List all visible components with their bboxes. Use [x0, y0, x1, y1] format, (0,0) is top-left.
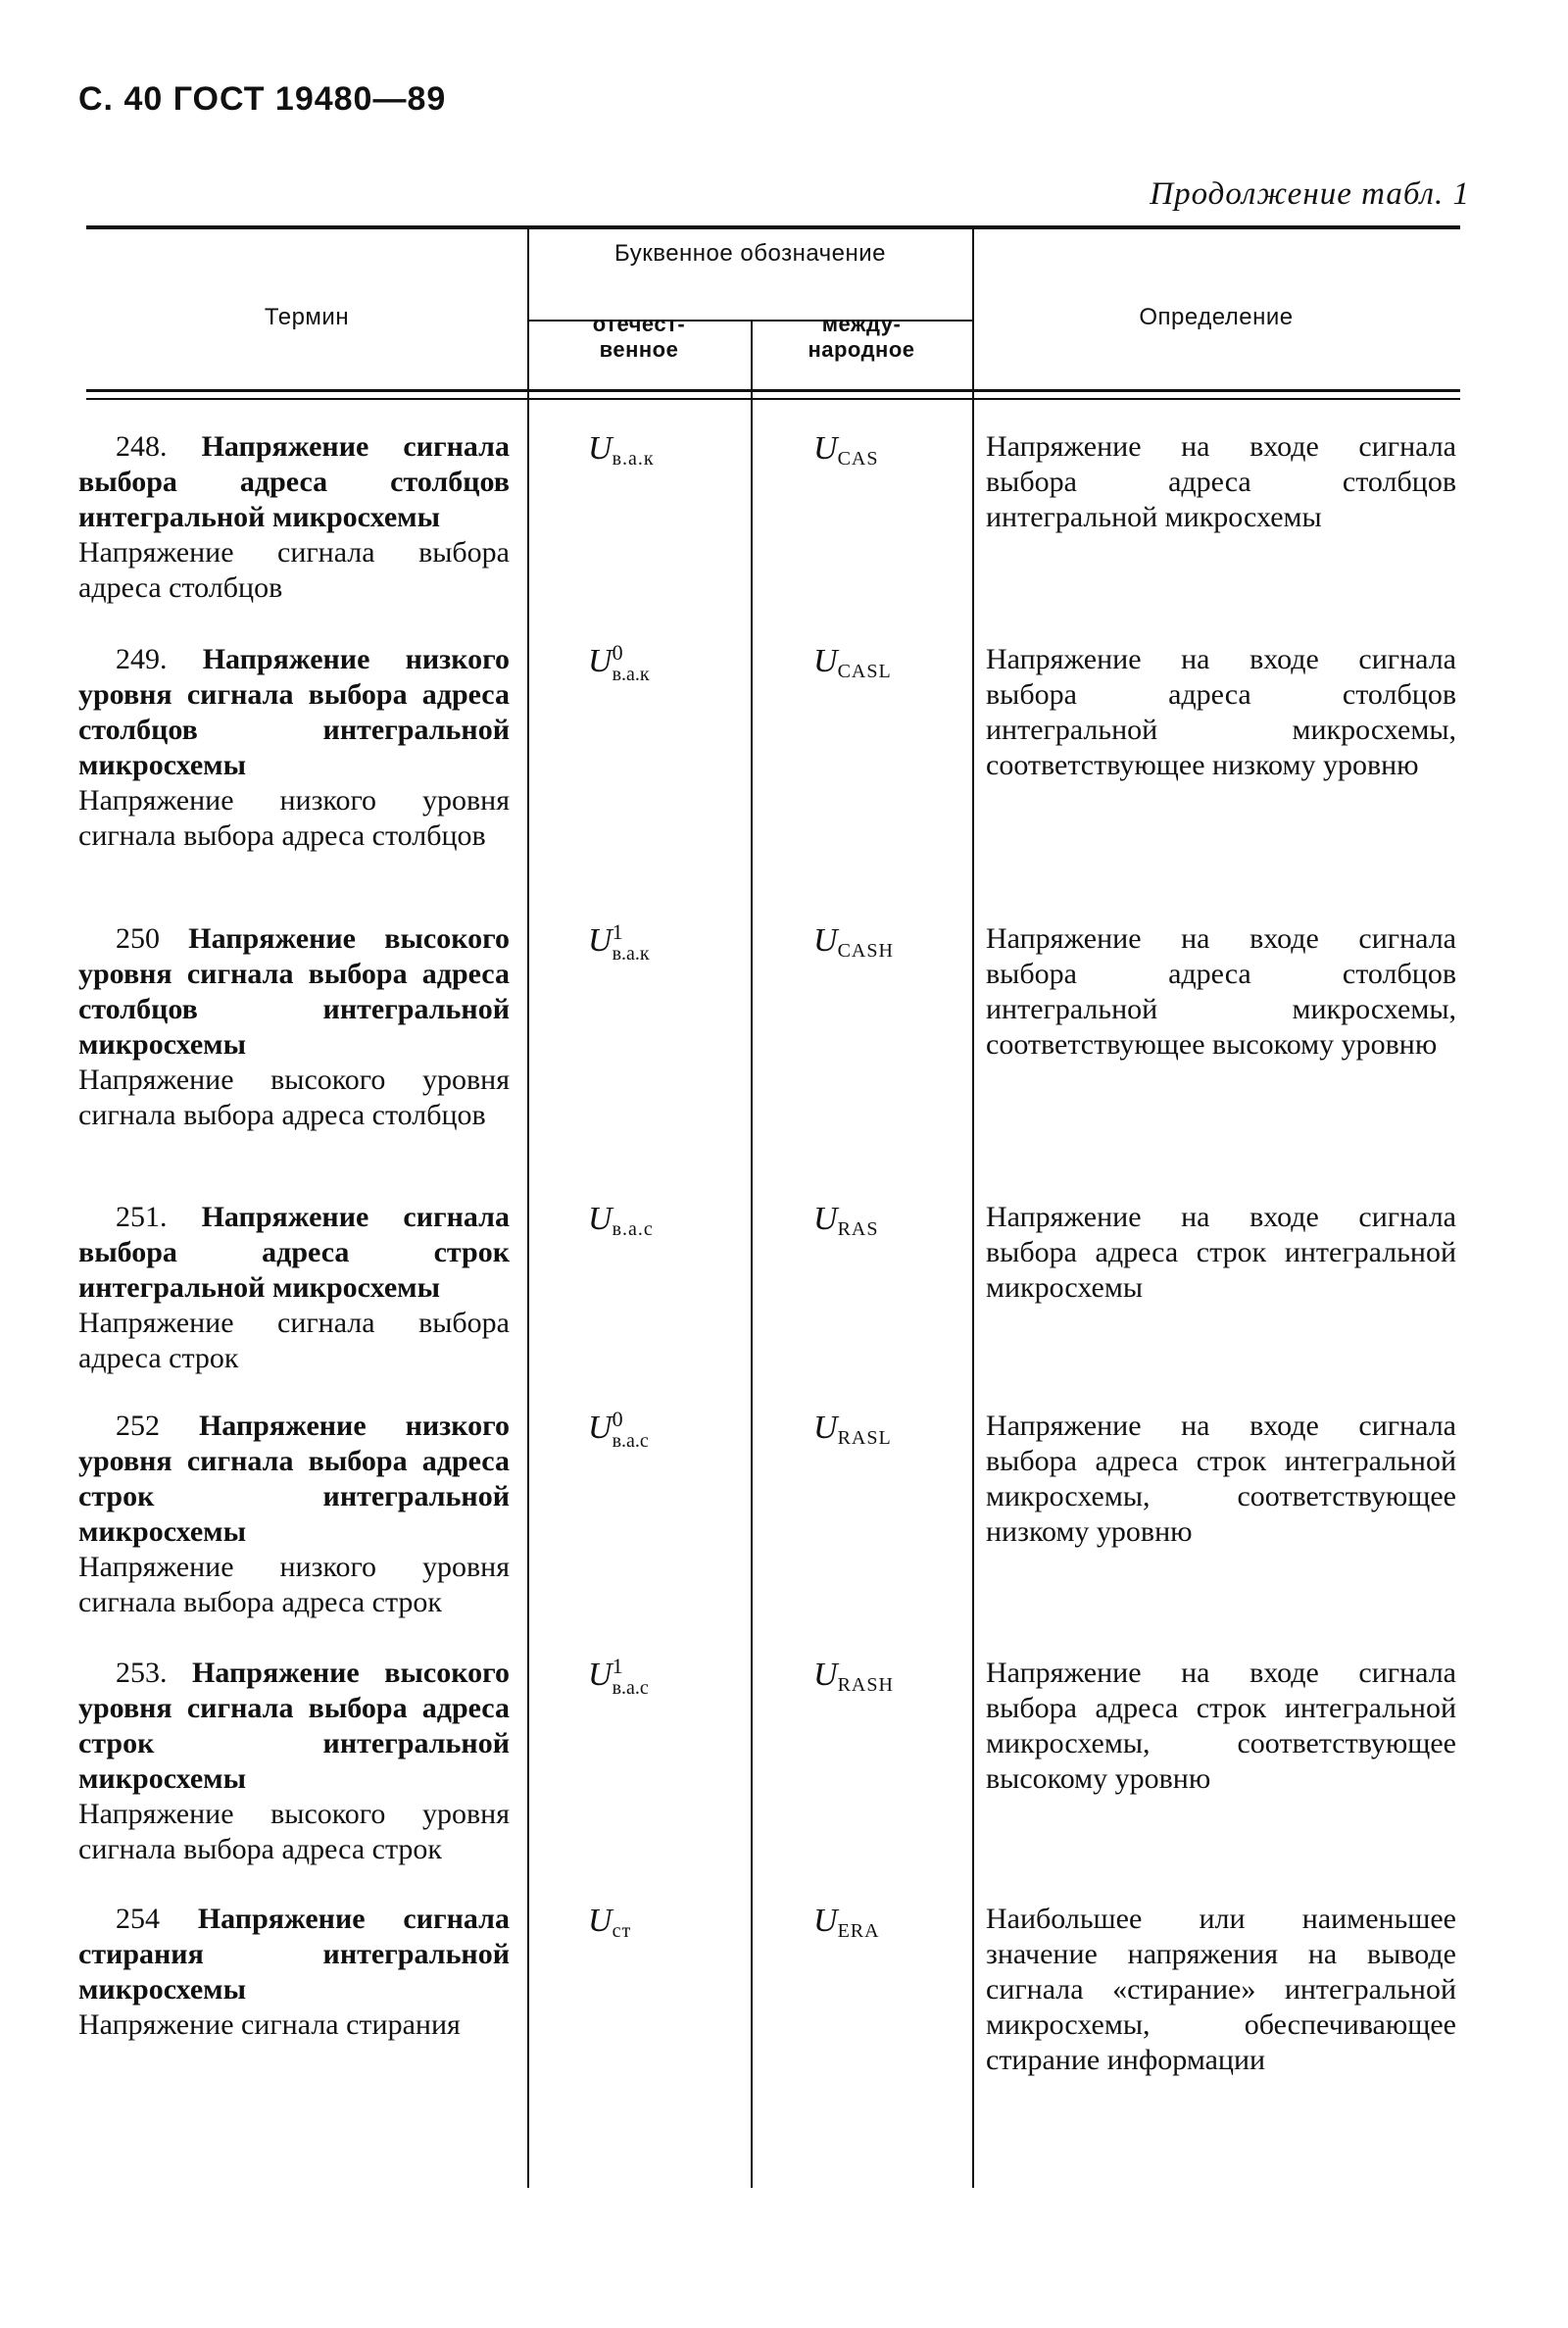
symbol-base: U — [813, 1410, 838, 1446]
header-bottom-rule-double — [86, 398, 1460, 400]
term-name: Напряжение низкого уровня сигнала выбора адреса строк интегральной микросхемы — [78, 1410, 510, 1548]
definition-cell: Напряжение на входе сигнала выбора адреса строк интегральной микросхемы — [986, 1201, 1456, 1304]
symbol-subscript: RASH — [837, 1674, 894, 1696]
definition-cell: Наибольшее или наименьшее значение напряжения на выводе сигнала «стирание» интегральной микросхемы, обеспечивающее стирание информации — [986, 1903, 1456, 2076]
definition-cell: Напряжение на входе сигнала выбора адреса столбцов интегральной микросхемы — [986, 430, 1456, 533]
symbol-base: U — [813, 643, 838, 679]
term-synonym: Напряжение низкого уровня сигнала выбора адреса столбцов — [78, 784, 510, 852]
definition-cell: Напряжение на входе сигнала выбора адреса строк интегральной микросхемы, соответствующее высокому уровню — [986, 1657, 1456, 1795]
international-symbol — [813, 1656, 970, 1705]
column-header-term: Термин — [264, 304, 350, 330]
symbol-base: U — [588, 430, 612, 467]
term-name: Напряжение сигнала стирания интегральной микросхемы — [78, 1903, 510, 2006]
term-cell — [78, 1656, 510, 1867]
term-name: Напряжение сигнала выбора адреса строк интегральной микросхемы — [78, 1201, 510, 1304]
term-synonym: Напряжение сигнала стирания — [78, 2008, 461, 2041]
domestic-symbol — [588, 1200, 735, 1249]
term-synonym: Напряжение высокого уровня сигнала выбора адреса строк — [78, 1798, 510, 1865]
term-cell — [78, 1902, 510, 2043]
symbol-subscript: RASL — [837, 1427, 892, 1449]
term-number: 248. — [116, 430, 202, 463]
term-number: 250 — [116, 922, 189, 955]
symbol-script-stack — [612, 640, 650, 686]
term-synonym: Напряжение высокого уровня сигнала выбора адреса столбцов — [78, 1064, 510, 1131]
symbol-base: U — [813, 1903, 838, 1939]
column-header-definition: Определение — [1139, 304, 1294, 330]
domestic-symbol — [588, 429, 735, 478]
symbol-subscript: CASL — [837, 661, 892, 682]
symbol-base: U — [588, 1410, 612, 1446]
symbol-superscript: 0 — [612, 640, 623, 666]
domestic-symbol — [588, 640, 735, 686]
symbol-subscript: ERA — [837, 1920, 880, 1942]
symbol-subscript: CAS — [837, 448, 879, 470]
symbol-base: U — [813, 1657, 838, 1693]
term-number: 254 — [116, 1903, 198, 1935]
symbol-subscript: CASH — [837, 940, 894, 962]
symbol-subscript: RAS — [837, 1218, 879, 1240]
term-number: 249. — [116, 643, 203, 675]
symbol-script-stack — [612, 919, 650, 966]
symbol-superscript: 0 — [612, 1407, 623, 1432]
symbol-base: U — [813, 922, 838, 959]
definition-cell: Напряжение на входе сигнала выбора адреса строк интегральной микросхемы, соответствующее низкому уровню — [986, 1410, 1456, 1548]
symbol-subscript: в.а.к — [612, 943, 650, 966]
symbol-base: U — [813, 1201, 838, 1237]
term-name: Напряжение высокого уровня сигнала выбора адреса столбцов интегральной микросхемы — [78, 922, 510, 1061]
header-bottom-rule — [86, 389, 1460, 392]
international-symbol — [813, 429, 970, 478]
column-header-international: между- народное — [808, 312, 915, 362]
column-divider — [751, 320, 753, 2188]
term-cell — [78, 921, 510, 1133]
symbol-subscript: в.а.с — [612, 1430, 649, 1453]
term-name: Напряжение высокого уровня сигнала выбора адреса строк интегральной микросхемы — [78, 1657, 510, 1795]
international-symbol — [813, 1409, 970, 1458]
symbol-base: U — [813, 430, 838, 467]
symbol-base: U — [588, 922, 612, 959]
symbol-subscript: в.а.с — [612, 1677, 649, 1700]
table-top-rule — [86, 225, 1460, 229]
symbol-subscript: в.а.с — [612, 1218, 654, 1240]
symbol-superscript: 1 — [612, 919, 623, 945]
column-divider — [527, 227, 529, 2188]
domestic-symbol — [588, 919, 735, 966]
page-header: С. 40 ГОСТ 19480—89 — [78, 80, 447, 118]
domestic-symbol — [588, 1654, 735, 1700]
column-divider — [972, 227, 974, 2188]
column-header-domestic: отечест- венное — [592, 312, 686, 362]
term-synonym: Напряжение сигнала выбора адреса строк — [78, 1307, 510, 1374]
symbol-subscript: ст — [612, 1920, 632, 1942]
term-name: Напряжение сигнала выбора адреса столбцов интегральной микросхемы — [78, 430, 510, 533]
symbol-script-stack — [612, 1654, 649, 1700]
table-continuation-label: Продолжение табл. 1 — [1150, 176, 1470, 212]
symbol-base: U — [588, 1201, 612, 1237]
term-number: 252 — [116, 1410, 199, 1442]
symbol-script-stack — [612, 1407, 649, 1453]
term-cell — [78, 642, 510, 854]
term-cell — [78, 429, 510, 606]
domestic-symbol — [588, 1902, 735, 1951]
symbol-base: U — [588, 1657, 612, 1693]
international-symbol — [813, 1200, 970, 1249]
symbol-base: U — [588, 643, 612, 679]
term-number: 253. — [116, 1657, 193, 1689]
term-name: Напряжение низкого уровня сигнала выбора адреса столбцов интегральной микросхемы — [78, 643, 510, 781]
symbol-subscript: в.а.к — [612, 664, 650, 686]
term-cell — [78, 1200, 510, 1376]
definition-cell: Напряжение на входе сигнала выбора адреса столбцов интегральной микросхемы, соответствующее низкому уровню — [986, 643, 1456, 781]
term-cell — [78, 1409, 510, 1620]
column-header-letter-designation: Буквенное обозначение — [613, 240, 887, 267]
term-number: 251. — [116, 1201, 202, 1233]
symbol-superscript: 1 — [612, 1654, 623, 1679]
international-symbol — [813, 1902, 970, 1951]
term-synonym: Напряжение низкого уровня сигнала выбора адреса строк — [78, 1551, 510, 1618]
symbol-base: U — [588, 1903, 612, 1939]
symbol-subscript: в.а.к — [612, 448, 655, 470]
international-symbol — [813, 921, 970, 970]
definition-cell: Напряжение на входе сигнала выбора адреса столбцов интегральной микросхемы, соответствующее высокому уровню — [986, 922, 1456, 1061]
international-symbol — [813, 642, 970, 691]
domestic-symbol — [588, 1407, 735, 1453]
term-synonym: Напряжение сигнала выбора адреса столбцов — [78, 536, 510, 604]
